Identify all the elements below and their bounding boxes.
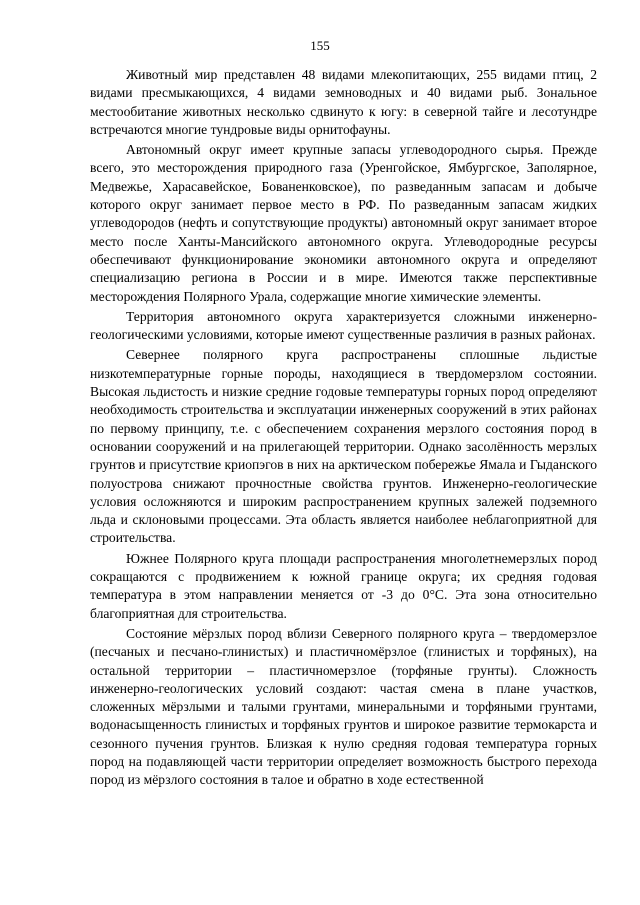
paragraph-engineering-geology: Территория автономного округа характеризуется сложными инженерно-геологическими условиями, которые имеют существенные различия в разных районах. (90, 308, 597, 343)
paragraph-south-of-arctic-circle: Южнее Полярного круга площади распространения многолетнемерзлых пород сокращаются с продвижением к южной границе округа; их средняя годовая температура в этом направлении меняется от -3 до 0°С. Эта зона относительно благоприятная для строительства. (90, 550, 597, 621)
body-text (90, 66, 597, 790)
paragraph-hydrocarbons: Автономный округ имеет крупные запасы углеводородного сырья. Прежде всего, это месторождения природного газа (Уренгойское, Ямбургское, Заполярное, Медвежье, Харасавейское, Бованенковское), по разведанным запасам и добыче которого округ занимает первое место в РФ. По разведанным запасам жидких углеводородов (нефть и сопутствующие продукты) автономный округ занимает второе место после Ханты-Мансийского автономного округа. Углеводородные ресурсы обеспечивают функционирование экономики автономного округа и определяют специализацию региона в России и в мире. Имеются также перспективные месторождения Полярного Урала, содержащие многие химические элементы. (90, 142, 597, 304)
paragraph-north-of-arctic-circle: Севернее полярного круга распространены сплошные льдистые низкотемпературные горные породы, находящиеся в твердомерзлом состоянии. Высокая льдистость и низкие средние годовые температуры горных пород определяют необходимость строительства и эксплуатации инженерных сооружений в этих районах по первому принципу, т.е. с обеспечением сохранения мерзлого состояния пород в основании сооружений и на прилегающей территории. Однако засолённость мерзлых грунтов и присутствие криопэгов в них на арктическом побережье Ямала и Гыданского полуострова снижают прочностные свойства грунтов. Инженерно-геологические условия осложняются и широким распространением крупных залежей подземного льда и склоновыми процессами. Эта область является наиболее неблагоприятной для строительства. (90, 347, 597, 546)
page-number: 155 (310, 38, 330, 53)
paragraph-frozen-rock-state: Состояние мёрзлых пород вблизи Северного полярного круга – твердомерзлое (песчаных и песчано-глинистых) и пластичномёрзлое (глинистых и торфяных), на остальной территории – пластичномерзлое (торфяные грунты). Сложность инженерно-геологических условий создают: частая смена в плане участков, сложенных мёрзлыми и талыми грунтами, минеральными и торфяными грунтами, водонасыщенность глинистых и торфяных грунтов и широкое развитие термокарста и сезонного пучения грунтов. Близкая к нулю средняя годовая температура горных пород на подавляющей части территории определяет возможность быстрого перехода пород из мёрзлого состояния в талое и обратно в ходе естественной (90, 625, 597, 788)
paragraph-fauna: Животный мир представлен 48 видами млекопитающих, 255 видами птиц, 2 видами пресмыкающихся, 4 видами земноводных и 40 видами рыб. Зональное местообитание животных несколько сдвинуто к югу: в северной тайге и лесотундре встречаются многие тундровые виды орнитофауны. (90, 67, 597, 137)
